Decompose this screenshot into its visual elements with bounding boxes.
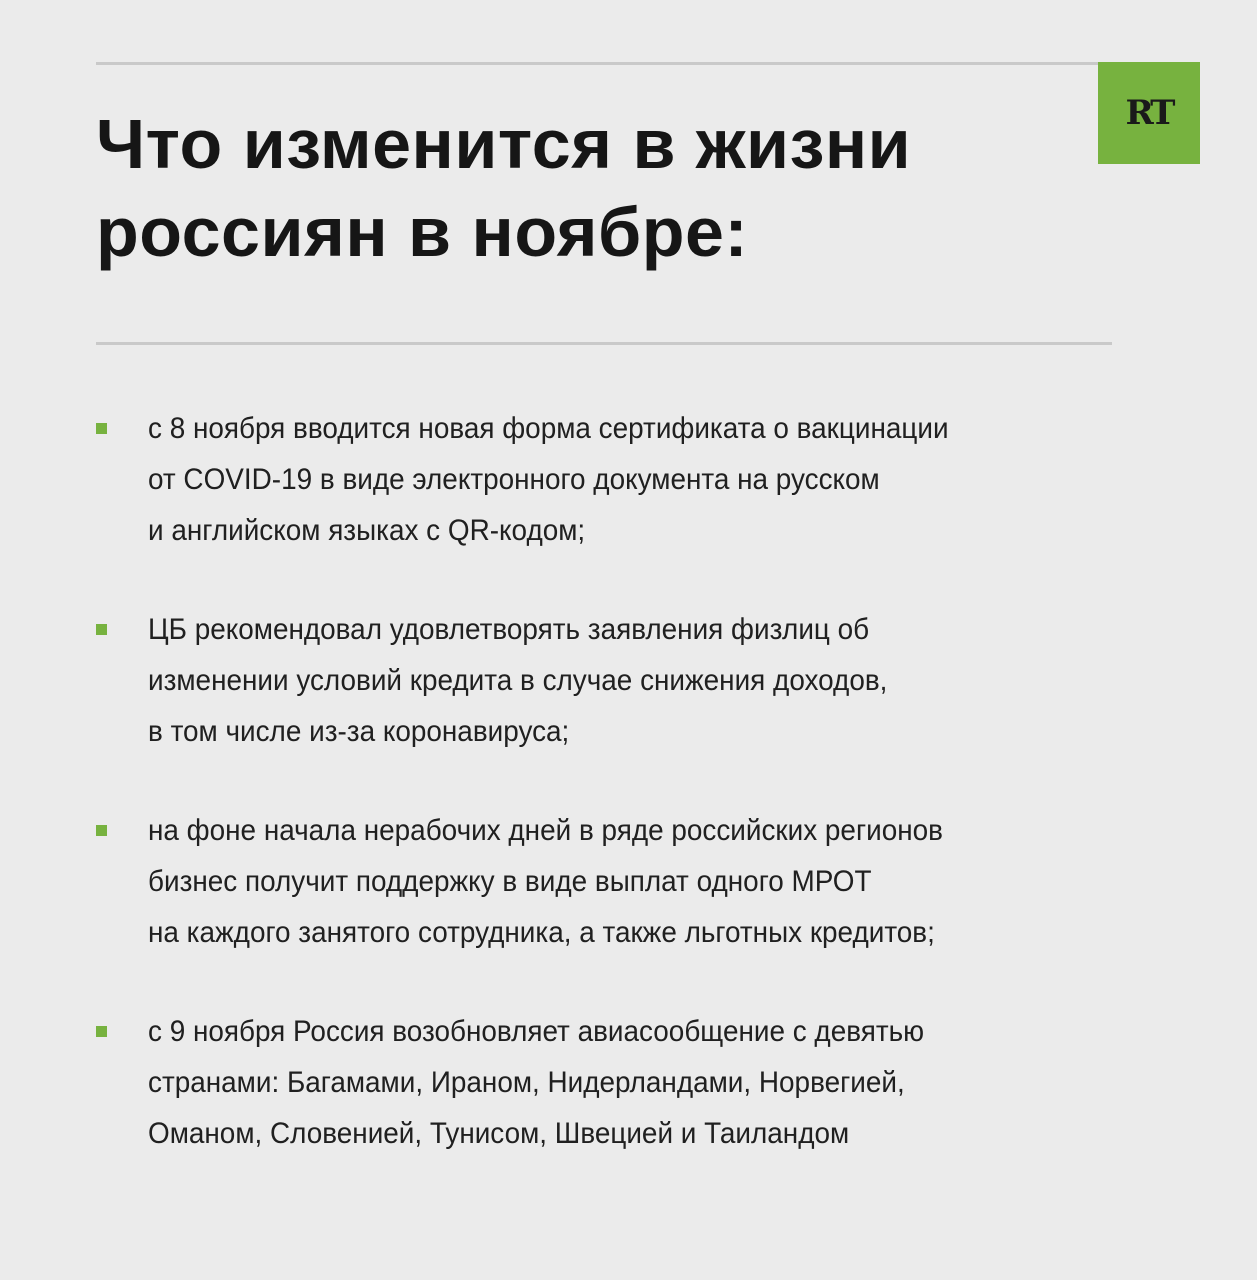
- bullet-square-icon: [96, 1026, 107, 1037]
- list-item: [96, 1006, 1196, 1207]
- list-item-line: на каждого занятого сотрудника, а также льготных кредитов;: [148, 916, 935, 949]
- bullet-square-icon: [96, 423, 107, 434]
- title-divider: [96, 342, 1112, 345]
- list-item: [96, 805, 1196, 1006]
- list-item-line: Оманом, Словенией, Тунисом, Швецией и Таиландом: [148, 1117, 850, 1150]
- list-item-line: изменении условий кредита в случае снижения доходов,: [148, 664, 888, 697]
- page-title: [96, 100, 1076, 276]
- list-item-line: с 8 ноября вводится новая форма сертификата о вакцинации: [148, 412, 949, 445]
- bullet-square-icon: [96, 624, 107, 635]
- changes-list: [96, 403, 1196, 1207]
- list-item-line: в том числе из-за коронавируса;: [148, 715, 570, 748]
- list-item-line: ЦБ рекомендовал удовлетворять заявления физлиц об: [148, 613, 870, 646]
- list-item: [96, 403, 1196, 604]
- list-item: [96, 604, 1196, 805]
- list-item-text: [148, 805, 1123, 958]
- list-item-line: от COVID-19 в виде электронного документа на русском: [148, 463, 880, 496]
- rt-logo: [1098, 62, 1200, 164]
- list-item-line: бизнес получит поддержку в виде выплат одного МРОТ: [148, 865, 872, 898]
- top-divider: [96, 62, 1200, 65]
- list-item-text: [148, 1006, 1123, 1159]
- logo-text: RT: [1125, 93, 1173, 133]
- list-item-line: странами: Багамами, Ираном, Нидерландами, Норвегией,: [148, 1066, 905, 1099]
- list-item-line: и английском языках с QR-кодом;: [148, 514, 586, 547]
- title-line-1: Что изменится в жизни: [96, 105, 912, 183]
- bullet-square-icon: [96, 825, 107, 836]
- list-item-text: [148, 604, 1123, 757]
- title-line-2: россиян в ноябре:: [96, 193, 749, 271]
- list-item-line: с 9 ноября Россия возобновляет авиасообщение с девятью: [148, 1015, 925, 1048]
- list-item-text: [148, 403, 1123, 556]
- list-item-line: на фоне начала нерабочих дней в ряде российских регионов: [148, 814, 943, 847]
